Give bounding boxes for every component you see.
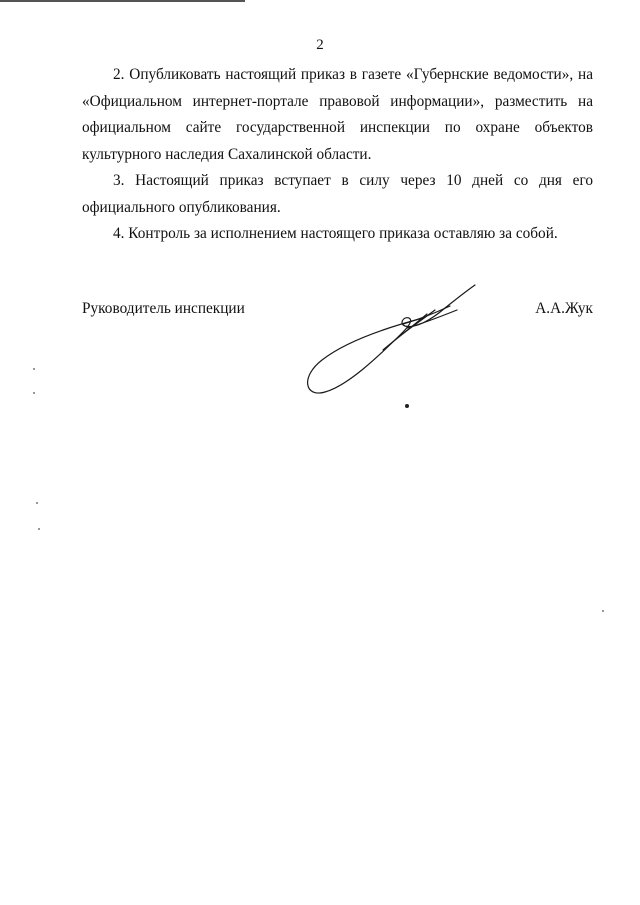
signer-title: Руководитель инспекции	[82, 300, 245, 317]
paragraph-effective-date: 3. Настоящий приказ вступает в силу через 10 дней со дня его официального опубликования.	[82, 172, 593, 216]
handwritten-signature	[295, 280, 485, 410]
paragraph-publication: 2. Опубликовать настоящий приказ в газете «Губернские ведомости», на «Официальном интернет-портале правовой информации», разместить на официальном сайте государственной инспекции по охране объектов культурного наследия Сахалинской области.	[82, 66, 593, 163]
scan-speck	[36, 502, 38, 504]
scan-speck	[38, 528, 40, 530]
scan-speck	[405, 404, 409, 408]
paragraph-control: 4. Контроль за исполнением настоящего приказа оставляю за собой.	[113, 225, 558, 242]
scan-speck	[33, 392, 35, 394]
scan-speck	[33, 368, 35, 370]
top-border-rule	[0, 0, 245, 2]
document-body	[82, 62, 593, 248]
page-number: 2	[316, 37, 324, 53]
signer-name: А.А.Жук	[535, 300, 593, 317]
scan-speck	[602, 610, 604, 612]
